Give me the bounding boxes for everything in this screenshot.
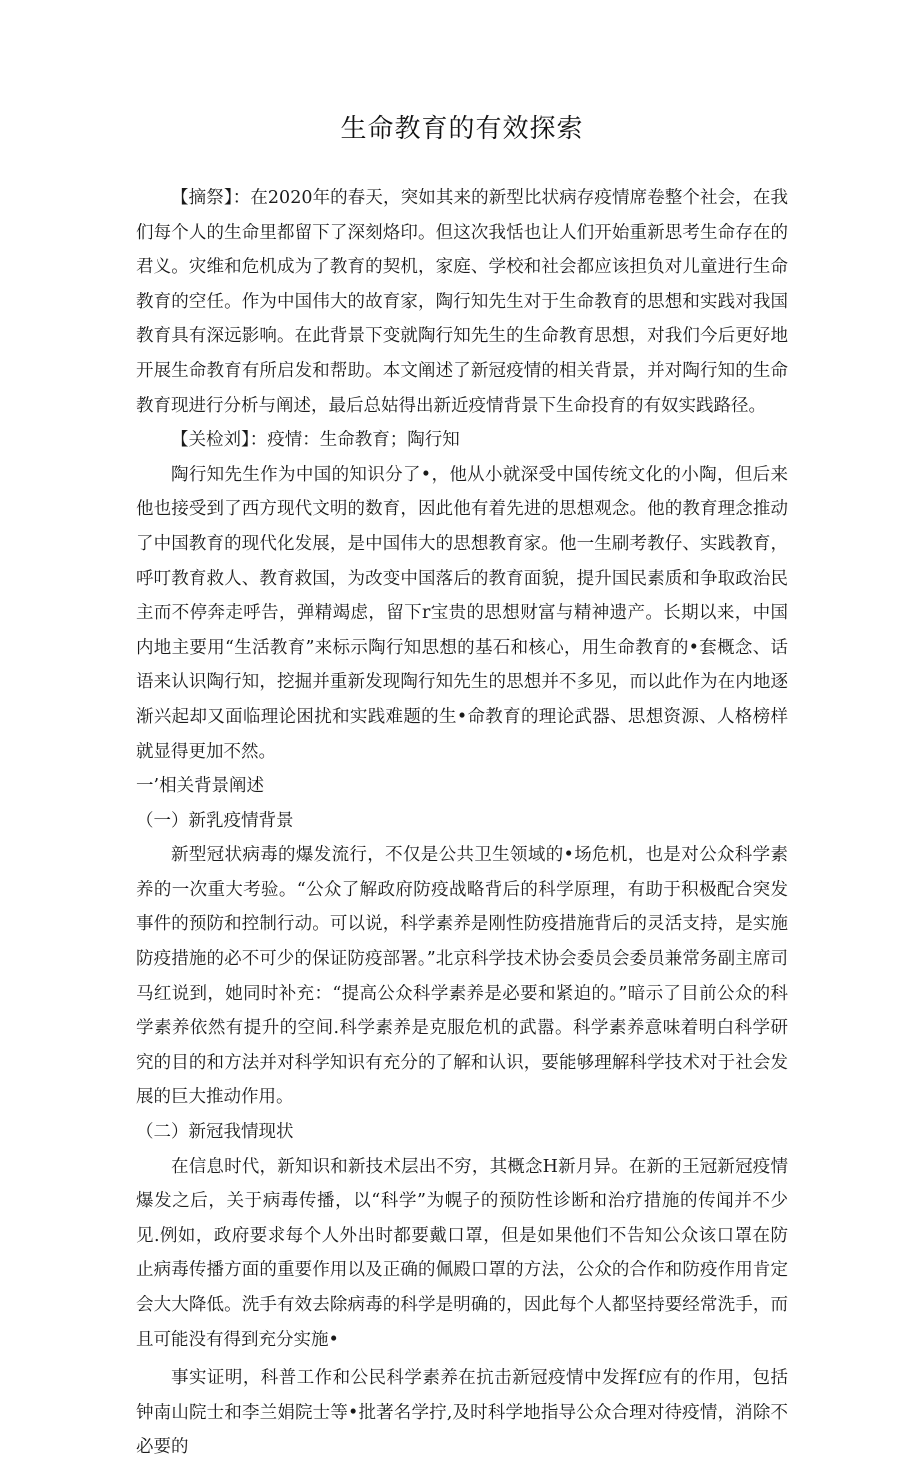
keywords-text: 疫情：生命教育；陶行知 — [267, 430, 460, 451]
keywords-paragraph — [136, 423, 788, 458]
body-paragraph: 在信息时代，新知识和新技术层出不穷，其概念H新月异。在新的王冠新冠疫情爆发之后，关于病毒传播，以“科学”为幌子的预防性诊断和治疗措施的传闻并不少见.例如，政府要求每个人外出时都要戴口罩，但是如果他们不告知公众该口罩在防止病毒传播方面的重要作用以及正确的佩殿口罩的方法，公众的合作和防疫作用肯定会大大降低。洗手有效去除病毒的科学是明确的，因此每个人都坚持要经常洗手，而且可能没有得到充分实施• — [136, 1156, 788, 1350]
body-paragraph: 事实证明，科普工作和公民科学素养在抗击新冠疫情中发挥f应有的作用，包括钟南山院士和李兰娟院士等•批著名学拧,及时科学地指导公众合理对待疫情，消除不必要的 — [136, 1368, 788, 1458]
subsection-heading: （二）新冠我情现状 — [136, 1122, 294, 1143]
document-title: 生命教育的有效探索 — [340, 114, 584, 144]
keywords-label: 【关检刘】： — [171, 430, 268, 451]
abstract-paragraph — [136, 181, 788, 423]
intro-paragraph: 陶行知先生作为中国的知识分了•，他从小就深受中国传统文化的小陶，但后来他也接受到了西方现代文明的数育，因此他有着先进的思想观念。他的教育理念推动了中国教育的现代化发展，是中国伟大的思想教育家。他一生刷考教仔、实践教育，呼叮教育救人、教育救国，为改变中国落后的教育面貌，提升国民素质和争取政治民主而不停奔走呼告，弹精竭虑，留下r宝贵的思想财富与精神遗产。长期以来，中国内地主要用“生活教育”来标示陶行知思想的基石和核心，用生命教育的•套概念、话语来认识陶行知，挖掘并重新发现陶行知先生的思想并不多见，而以此作为在内地逐渐兴起却又面临理论困扰和实践难题的生•命教育的理论武器、思想资源、人格榜样就显得更加不然。 — [136, 464, 788, 762]
body-paragraph: 新型冠状病毒的爆发流行，不仅是公共卫生领域的•场危机，也是对公众科学素养的一次重大考验。“公众了解政府防疫战略背后的科学原理，有助于积极配合突发事件的预防和控制行动。可以说，科学素养是刚性防疫措施背后的灵活支持，是实施防疫措施的必不可少的保证防疫部署。”北京科学技术协会委员会委员兼常务副主席司马红说到，她同时补充：“提高公众科学素养是必要和紧迫的。”暗示了目前公众的科学素养依然有提升的空间.科学素养是克服危机的武嚣。科学素养意味着明白科学研究的目的和方法并对科学知识有充分的了解和认识，要能够理解科学技术对于社会发展的巨大推动作用。 — [136, 845, 788, 1108]
abstract-label: 【摘祭】： — [171, 188, 251, 208]
section-heading: 一’相关背景阐述 — [136, 776, 265, 797]
abstract-text: 在2020年的春天，突如其来的新型比状病存疫情席卷整个社会，在我们每个人的生命里都留下了深刻烙印。但这次我恬也让人们开始重新思考生命存在的君义。灾维和危机成为了教育的契机，家庭、学校和社会都应该担负对儿童进行生命教育的空任。作为中国伟大的故育家，陶行知先生对于生命教育的思想和实践对我国教育具有深远影响。在此背景下变就陶行知先生的生命教育思想，对我们今后更好地开展生命教育有所启发和帮助。本文阐述了新冠疫情的相关背景，并对陶行知的生命教育现进行分析与阐述，最后总姑得出新近疫情背景下生命投育的有奴实践路径。 — [136, 188, 788, 416]
subsection-heading: （一）新乳疫情背景 — [136, 810, 294, 831]
